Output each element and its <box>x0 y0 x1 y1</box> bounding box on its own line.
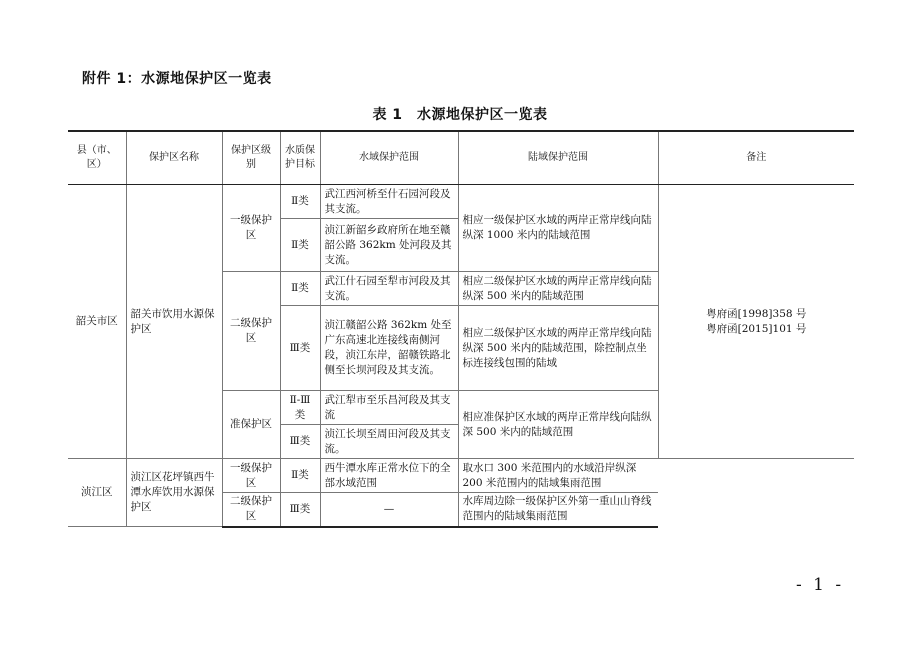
col-zone-name: 保护区名称 <box>126 131 222 185</box>
water-range-cell: 浈江赣韶公路 362km 处至广东高速北连接线南侧河段，浈江东岸，韶赣铁路北侧至长坝河段及其支流。 <box>320 306 458 391</box>
table-row <box>68 459 854 493</box>
col-zone-level: 保护区级别 <box>222 131 280 185</box>
target-cell: Ⅲ类 <box>280 493 320 527</box>
land-range-cell: 取水口 300 米范围内的水域沿岸纵深 200 米范围内的陆域集雨范围 <box>458 459 658 493</box>
protection-zone-table <box>68 130 854 528</box>
land-range-cell: 相应准保护区水域的两岸正常岸线向陆纵深 500 米内的陆域范围 <box>458 391 658 459</box>
remark-line: 粤府函[2015]101 号 <box>706 322 807 335</box>
water-range-cell: 浈江长坝至周田河段及其支流。 <box>320 425 458 459</box>
water-range-cell: 武江犁市至乐昌河段及其支流 <box>320 391 458 425</box>
target-cell: Ⅱ类 <box>280 272 320 306</box>
target-cell: Ⅲ类 <box>280 306 320 391</box>
land-range-cell: 相应一级保护区水域的两岸正常岸线向陆纵深 1000 米内的陆域范围 <box>458 185 658 272</box>
land-range-cell: 水库周边除一级保护区外第一重山山脊线范围内的陆域集雨范围 <box>458 493 658 527</box>
table-header-row <box>68 131 854 185</box>
target-cell: Ⅲ类 <box>280 425 320 459</box>
col-remarks: 备注 <box>658 131 854 185</box>
water-range-cell: 武江西河桥至什石园河段及其支流。 <box>320 185 458 219</box>
table-row <box>68 185 854 219</box>
level-cell: 一级保护区 <box>222 185 280 272</box>
land-range-cell: 相应二级保护区水域的两岸正常岸线向陆纵深 500 米内的陆域范围，除控制点坐标连接线包围的陆域 <box>458 306 658 391</box>
level-cell: 准保护区 <box>222 391 280 459</box>
attachment-heading: 附件 1：水源地保护区一览表 <box>82 71 272 87</box>
water-range-cell: 浈江新韶乡政府所在地至赣韶公路 362km 处河段及其支流。 <box>320 219 458 272</box>
target-cell: Ⅱ类 <box>280 459 320 493</box>
level-cell: 二级保护区 <box>222 272 280 391</box>
level-cell: 一级保护区 <box>222 459 280 493</box>
table-title: 表 1 水源地保护区一览表 <box>372 107 548 123</box>
col-land-range: 陆域保护范围 <box>458 131 658 185</box>
col-county: 县（市、区） <box>68 131 126 185</box>
land-range-cell: 相应二级保护区水域的两岸正常岸线向陆纵深 500 米内的陆域范围 <box>458 272 658 306</box>
target-cell: Ⅱ类 <box>280 185 320 219</box>
page-number: - 1 - <box>796 575 845 595</box>
county-cell: 韶关市区 <box>68 185 126 459</box>
water-range-cell: — <box>320 493 458 527</box>
level-cell: 二级保护区 <box>222 493 280 527</box>
water-range-cell: 西牛潭水库正常水位下的全部水域范围 <box>320 459 458 493</box>
water-range-cell: 武江什石园至犁市河段及其支流。 <box>320 272 458 306</box>
target-cell: Ⅱ类 <box>280 219 320 272</box>
zone-name-cell: 韶关市饮用水源保护区 <box>126 185 222 459</box>
target-cell: Ⅱ-Ⅲ类 <box>280 391 320 425</box>
county-cell: 浈江区 <box>68 459 126 527</box>
remark-line: 粤府函[1998]358 号 <box>706 307 807 320</box>
col-water-range: 水域保护范围 <box>320 131 458 185</box>
remarks-cell <box>658 185 854 459</box>
zone-name-cell: 浈江区花坪镇西牛潭水库饮用水源保护区 <box>126 459 222 527</box>
col-water-target: 水质保护目标 <box>280 131 320 185</box>
